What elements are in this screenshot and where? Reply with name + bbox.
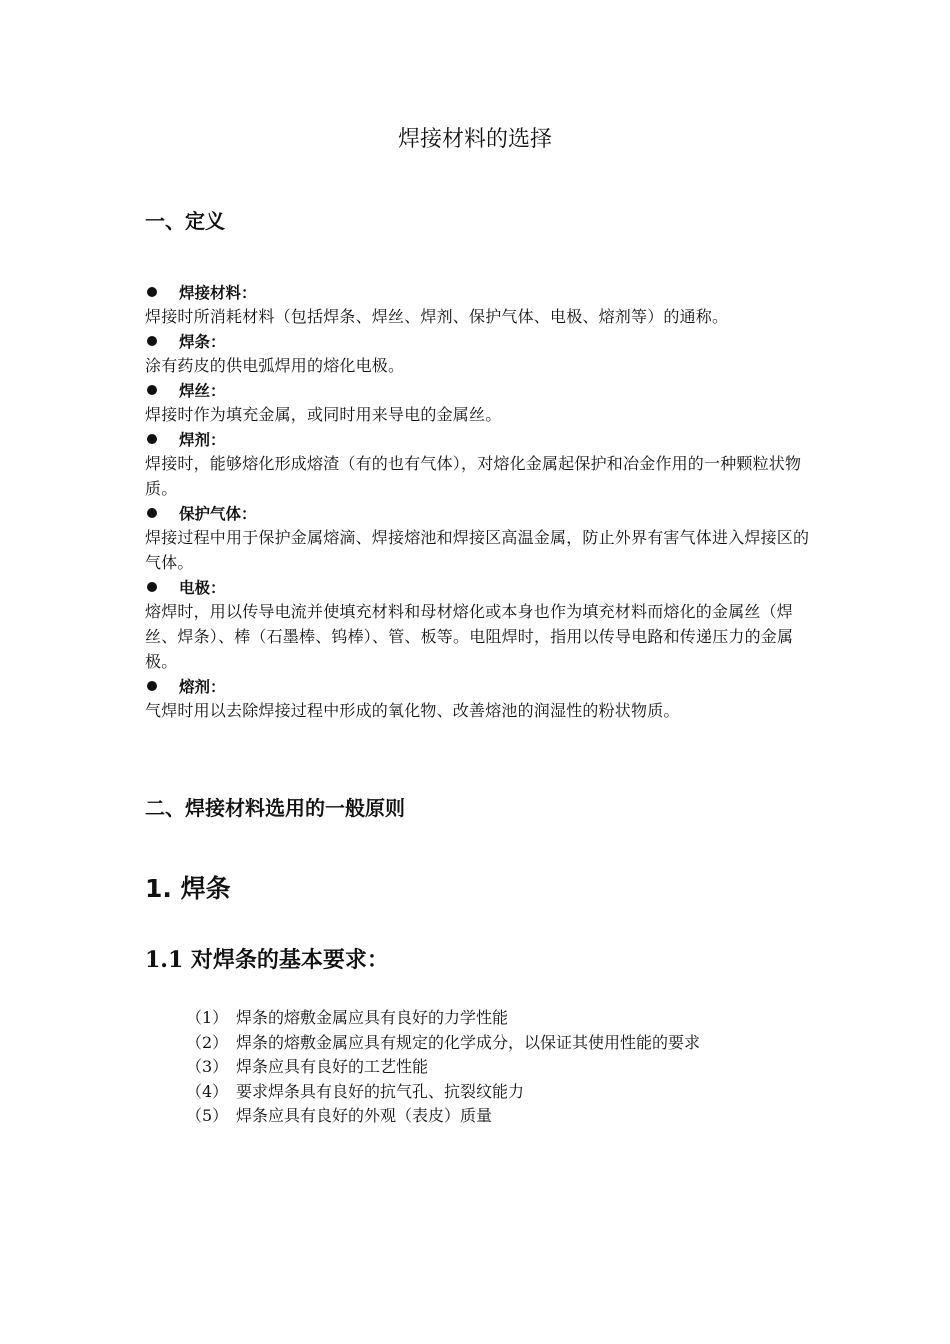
definition-term: 焊剂： <box>179 431 226 449</box>
definitions-list <box>145 280 815 723</box>
definition-item <box>145 501 815 575</box>
definition-term: 焊丝： <box>179 382 226 400</box>
bullet-icon <box>147 336 157 346</box>
definition-text: 焊接时，能够熔化形成熔渣（有的也有气体），对熔化金属起保护和冶金作用的一种颗粒状物质。 <box>145 454 802 498</box>
definition-item <box>145 575 815 674</box>
list-item-text: 焊条应具有良好的外观（表皮）质量 <box>236 1106 493 1125</box>
definition-text: 熔焊时，用以传导电流并使填充材料和母材熔化或本身也作为填充材料而熔化的金属丝（焊丝、焊条）、棒（石墨棒、钨棒）、管、板等。电阻焊时，指用以传导电路和传递压力的金属极。 <box>145 602 794 671</box>
document-title: 焊接材料的选择 <box>397 127 552 152</box>
list-item-text: 焊条的熔敷金属应具有良好的力学性能 <box>236 1008 509 1027</box>
list-item <box>186 1104 826 1129</box>
definition-item <box>145 280 815 329</box>
list-item-number: （3） <box>186 1057 229 1076</box>
bullet-icon <box>147 385 157 395</box>
definition-item <box>145 378 815 427</box>
section-heading-principles: 二、焊接材料选用的一般原则 <box>145 796 405 820</box>
bullet-icon <box>147 582 157 592</box>
list-item-number: （4） <box>186 1081 229 1101</box>
list-item <box>186 1055 826 1080</box>
definition-item <box>145 329 815 378</box>
definition-text: 焊接时作为填充金属，或同时用来导电的金属丝。 <box>145 405 502 424</box>
list-item-number: （5） <box>186 1106 229 1125</box>
definition-item <box>145 674 815 723</box>
list-item-text: 要求焊条具有良好的抗气孔、抗裂纹能力 <box>236 1081 525 1101</box>
requirements-list <box>186 1006 826 1129</box>
definition-item <box>145 427 815 501</box>
list-item-text: 焊条应具有良好的工艺性能 <box>236 1057 429 1076</box>
subsubsection-heading-requirements: 1.1 对焊条的基本要求： <box>145 947 389 973</box>
bullet-icon <box>147 287 157 297</box>
definition-term: 焊接材料： <box>179 284 257 302</box>
definition-text: 焊接时所消耗材料（包括焊条、焊丝、焊剂、保护气体、电极、熔剂等）的通称。 <box>145 307 729 326</box>
definition-term: 熔剂： <box>179 678 226 696</box>
bullet-icon <box>147 681 157 691</box>
list-item-number: （1） <box>186 1008 229 1027</box>
list-item <box>186 1080 826 1105</box>
definition-text: 焊接过程中用于保护金属熔滴、焊接熔池和焊接区高温金属，防止外界有害气体进入焊接区的气体。 <box>145 528 810 572</box>
list-item <box>186 1031 826 1056</box>
list-item <box>186 1006 826 1031</box>
bullet-icon <box>147 434 157 444</box>
definition-term: 焊条： <box>179 333 226 351</box>
definition-term: 电极： <box>179 579 226 597</box>
section-heading-definitions: 一、定义 <box>145 209 225 233</box>
definition-text: 气焊时用以去除焊接过程中形成的氧化物、改善熔池的润湿性的粉状物质。 <box>145 701 680 720</box>
subsection-heading-electrode: 1. 焊条 <box>145 874 231 903</box>
definition-term: 保护气体： <box>179 505 257 523</box>
list-item-text: 焊条的熔敷金属应具有规定的化学成分，以保证其使用性能的要求 <box>236 1032 701 1052</box>
definition-text: 涂有药皮的供电弧焊用的熔化电极。 <box>145 356 405 375</box>
list-item-number: （2） <box>186 1032 229 1052</box>
bullet-icon <box>147 508 157 518</box>
